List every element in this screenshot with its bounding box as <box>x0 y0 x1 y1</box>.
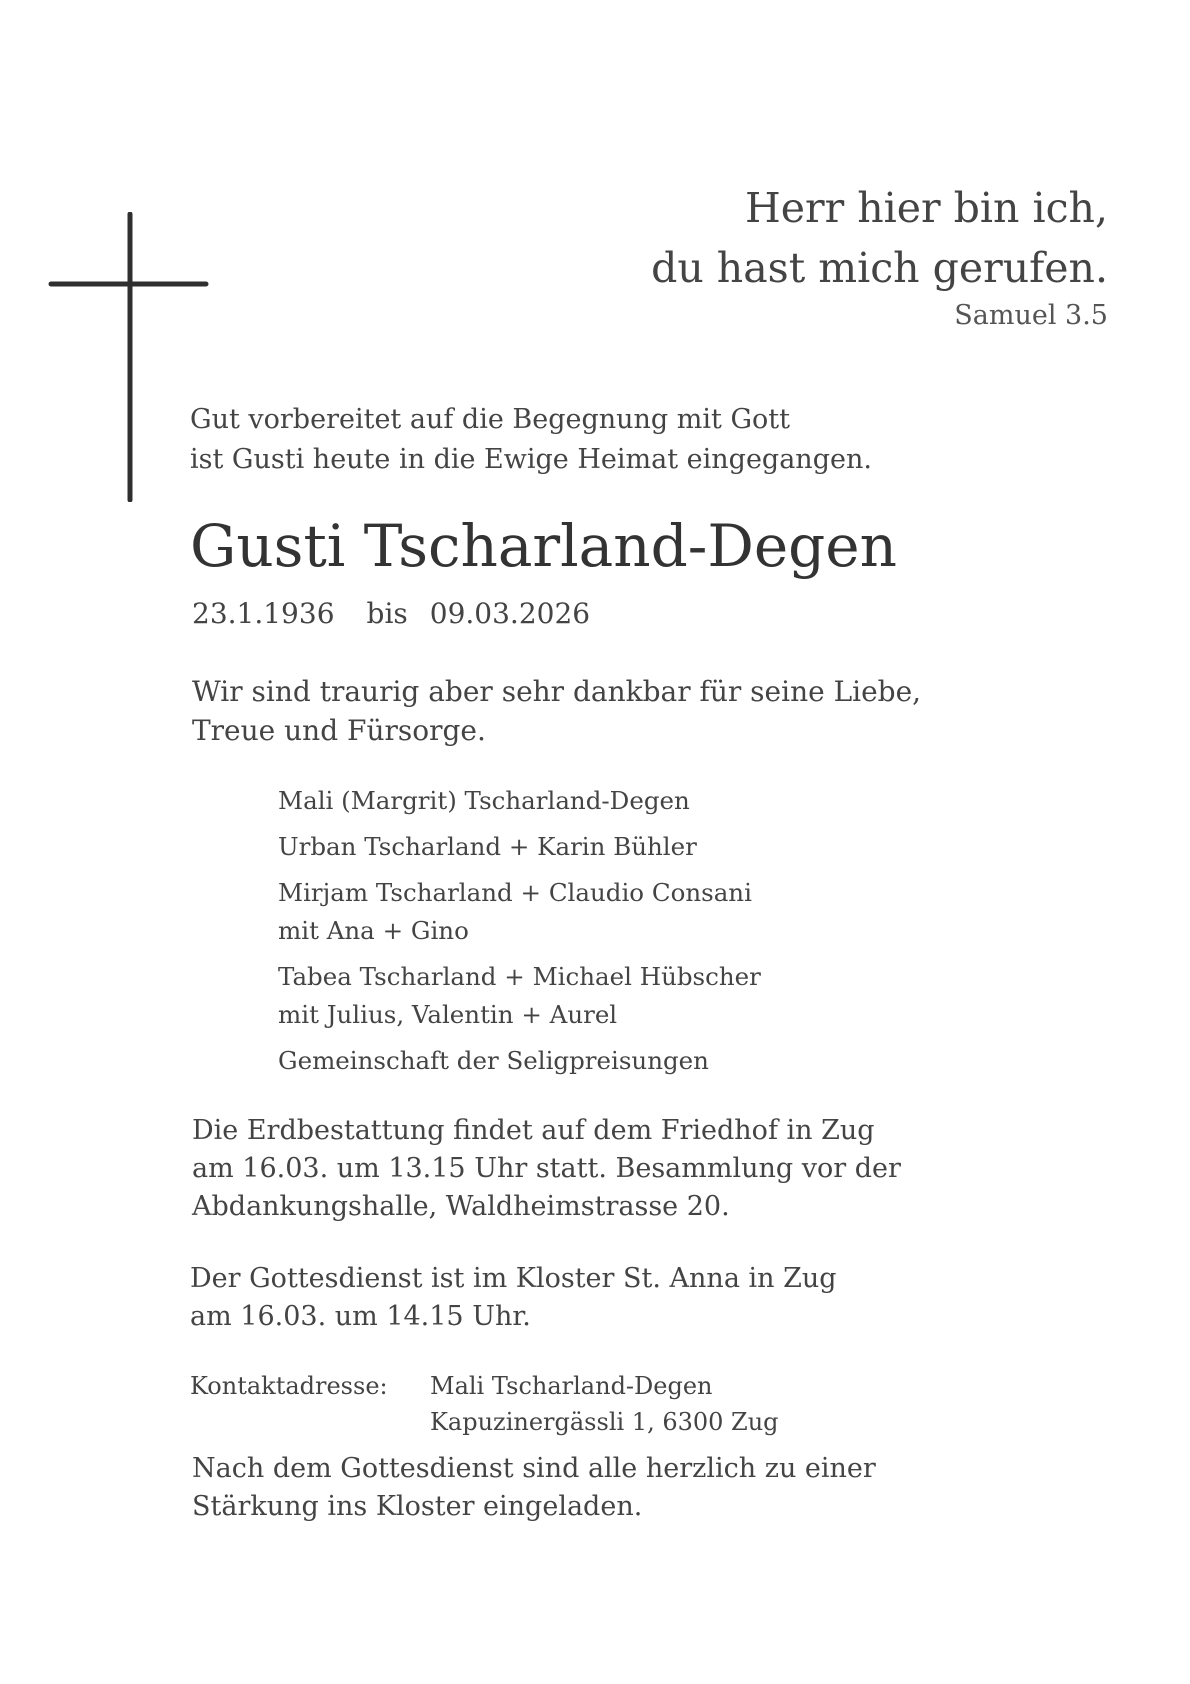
mourner-line: Mali (Margrit) Tscharland-Degen <box>278 786 690 815</box>
service-info <box>190 1260 837 1336</box>
intro-text <box>190 400 872 480</box>
verse-line: Herr hier bin ich, <box>745 184 1108 232</box>
mourner-entry <box>278 958 761 1034</box>
thanks-line: Wir sind traurig aber sehr dankbar für seine Liebe, <box>192 675 922 708</box>
intro-line: ist Gusti heute in die Ewige Heimat eingegangen. <box>190 444 872 475</box>
closing-invitation <box>192 1450 876 1526</box>
mourners-list <box>278 782 761 1088</box>
verse-line: du hast mich gerufen. <box>651 244 1108 292</box>
burial-line: Abdankungshalle, Waldheimstrasse 20. <box>192 1191 730 1222</box>
date-separator: bis <box>366 597 408 630</box>
mourner-entry <box>278 828 761 866</box>
contact-address <box>430 1368 779 1440</box>
mourner-line: Urban Tscharland + Karin Bühler <box>278 832 697 861</box>
thanks-line: Treue und Fürsorge. <box>192 714 486 747</box>
contact-line: Mali Tscharland-Degen <box>430 1372 713 1400</box>
contact-label: Kontaktadresse: <box>190 1372 388 1400</box>
closing-line: Stärkung ins Kloster eingeladen. <box>192 1491 643 1522</box>
contact-line: Kapuzinergässli 1, 6300 Zug <box>430 1408 779 1436</box>
life-dates <box>192 594 590 634</box>
intro-line: Gut vorbereitet auf die Begegnung mit Gott <box>190 404 790 435</box>
burial-line: am 16.03. um 13.15 Uhr statt. Besammlung vor der <box>192 1153 901 1184</box>
mourner-line: Tabea Tscharland + Michael Hübscher <box>278 962 761 991</box>
cross-icon <box>48 212 210 502</box>
burial-info <box>192 1112 901 1226</box>
birth-date: 23.1.1936 <box>192 597 335 630</box>
service-line: am 16.03. um 14.15 Uhr. <box>190 1301 531 1332</box>
mourner-entry <box>278 782 761 820</box>
closing-line: Nach dem Gottesdienst sind alle herzlich zu einer <box>192 1453 876 1484</box>
mourner-line: Mirjam Tscharland + Claudio Consani <box>278 878 752 907</box>
bible-verse <box>651 178 1108 334</box>
mourner-entry <box>278 1042 761 1080</box>
death-date: 09.03.2026 <box>429 597 591 630</box>
deceased-name: Gusti Tscharland-Degen <box>190 512 897 580</box>
thanks-text <box>192 672 921 750</box>
service-line: Der Gottesdienst ist im Kloster St. Anna in Zug <box>190 1263 837 1294</box>
verse-reference: Samuel 3.5 <box>954 300 1108 331</box>
mourner-line: Gemeinschaft der Seligpreisungen <box>278 1046 709 1075</box>
mourner-line: mit Julius, Valentin + Aurel <box>278 1000 618 1029</box>
mourner-entry <box>278 874 761 950</box>
burial-line: Die Erdbestattung findet auf dem Friedhof in Zug <box>192 1115 875 1146</box>
mourner-line: mit Ana + Gino <box>278 916 469 945</box>
